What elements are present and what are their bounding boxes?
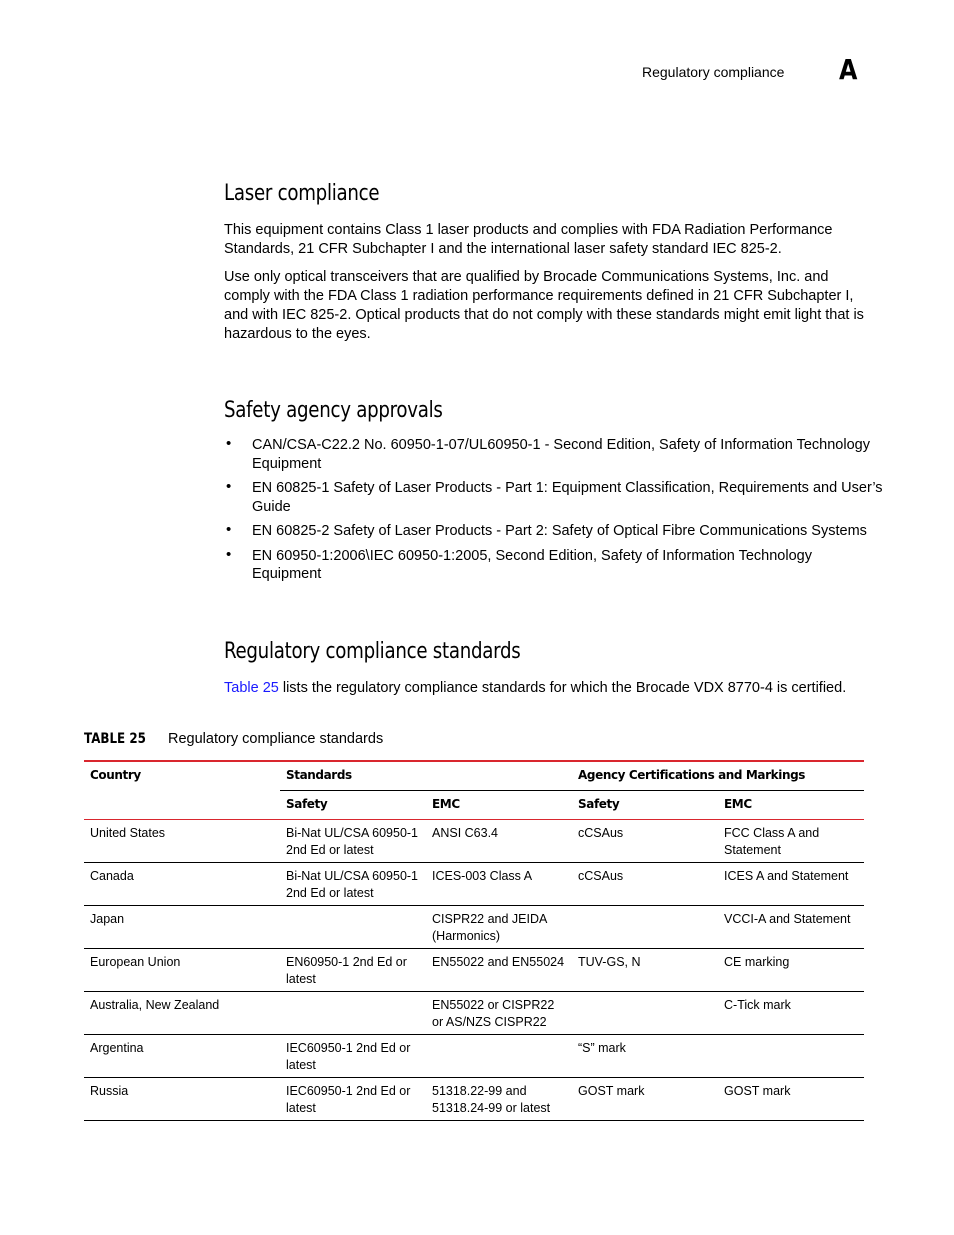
cell-safety: Bi-Nat UL/CSA 60950-1 2nd Ed or latest: [280, 863, 426, 906]
standards-intro: Table 25 lists the regulatory compliance standards for which the Brocade VDX 8770-4 is certified.: [224, 680, 847, 696]
table-row: [84, 1035, 864, 1078]
laser-compliance-heading: Laser compliance: [224, 181, 380, 206]
running-header-title: Regulatory compliance: [642, 64, 785, 80]
cell-country: Australia, New Zealand: [84, 992, 280, 1035]
cell-safety: [280, 992, 426, 1035]
header-agency-safety: Safety: [572, 791, 718, 820]
table-header-row: [84, 761, 864, 791]
cell-agency-safety: cCSAus: [572, 863, 718, 906]
cell-emc: CISPR22 and JEIDA (Harmonics): [426, 906, 572, 949]
cell-emc: 51318.22-99 and 51318.24-99 or latest: [426, 1078, 572, 1121]
cell-country: Russia: [84, 1078, 280, 1121]
cell-agency-emc: C-Tick mark: [718, 992, 864, 1035]
header-blank: [84, 791, 280, 820]
table-subheader-row: [84, 791, 864, 820]
list-item: • EN 60825-1 Safety of Laser Products - Part 1: Equipment Classification, Requirements and User’s Guide: [226, 478, 883, 515]
bullet-icon: •: [226, 478, 232, 495]
safety-approvals-heading: Safety agency approvals: [224, 398, 443, 423]
table-row: [84, 992, 864, 1035]
cell-agency-safety: “S” mark: [572, 1035, 718, 1078]
table-title: Regulatory compliance standards: [168, 731, 384, 747]
cell-country: Japan: [84, 906, 280, 949]
header-country: Country: [84, 761, 280, 791]
list-item: • EN 60825-2 Safety of Laser Products - Part 2: Safety of Optical Fibre Communications Systems: [226, 521, 867, 539]
cell-country: European Union: [84, 949, 280, 992]
cell-country: Argentina: [84, 1035, 280, 1078]
cell-safety: EN60950-1 2nd Ed or latest: [280, 949, 426, 992]
table-caption: [84, 731, 383, 747]
table-25-link[interactable]: Table 25: [224, 680, 279, 696]
table-row: [84, 820, 864, 863]
cell-country: Canada: [84, 863, 280, 906]
table-number: TABLE 25: [84, 731, 146, 747]
cell-emc: ICES-003 Class A: [426, 863, 572, 906]
table-row: [84, 906, 864, 949]
table-row: [84, 1078, 864, 1121]
cell-agency-safety: TUV-GS, N: [572, 949, 718, 992]
header-safety: Safety: [280, 791, 426, 820]
laser-paragraph-1: This equipment contains Class 1 laser products and complies with FDA Radiation Performance Standards, 21 CFR Subchapter I and the international laser safety standard IEC 825-2.: [224, 222, 833, 257]
appendix-letter: A: [839, 53, 858, 86]
bullet-icon: •: [226, 435, 232, 452]
cell-agency-emc: [718, 1035, 864, 1078]
bullet-icon: •: [226, 521, 232, 538]
cell-agency-emc: GOST mark: [718, 1078, 864, 1121]
cell-safety: [280, 906, 426, 949]
cell-emc: EN55022 and EN55024: [426, 949, 572, 992]
cell-emc: [426, 1035, 572, 1078]
header-standards: Standards: [280, 761, 572, 791]
cell-agency-safety: [572, 992, 718, 1035]
table-row: [84, 949, 864, 992]
regulatory-standards-table: [84, 760, 864, 1121]
cell-safety: IEC60950-1 2nd Ed or latest: [280, 1078, 426, 1121]
cell-country: United States: [84, 820, 280, 863]
safety-approvals-list: [224, 436, 884, 590]
list-item: • CAN/CSA-C22.2 No. 60950-1-07/UL60950-1 - Second Edition, Safety of Information Technology Equipment: [226, 435, 870, 472]
header-agency-emc: EMC: [718, 791, 864, 820]
cell-agency-emc: FCC Class A and Statement: [718, 820, 864, 863]
cell-emc: EN55022 or CISPR22 or AS/NZS CISPR22: [426, 992, 572, 1035]
cell-agency-emc: ICES A and Statement: [718, 863, 864, 906]
bullet-icon: •: [226, 545, 232, 563]
laser-paragraph-2: Use only optical transceivers that are qualified by Brocade Communications Systems, Inc. and comply with the FDA Class 1 radiation performance requirements defined in 21 CFR Subchapter I, and with IEC 825-2. Optical products that do not comply with these standards might emit light that is hazardous to the eyes.: [224, 269, 864, 342]
cell-agency-emc: CE marking: [718, 949, 864, 992]
cell-agency-safety: GOST mark: [572, 1078, 718, 1121]
header-emc: EMC: [426, 791, 572, 820]
header-agency: Agency Certifications and Markings: [572, 761, 864, 791]
cell-agency-emc: VCCI-A and Statement: [718, 906, 864, 949]
cell-agency-safety: cCSAus: [572, 820, 718, 863]
table-row: [84, 863, 864, 906]
cell-safety: IEC60950-1 2nd Ed or latest: [280, 1035, 426, 1078]
regulatory-standards-heading: Regulatory compliance standards: [224, 639, 521, 664]
cell-emc: ANSI C63.4: [426, 820, 572, 863]
list-item: • EN 60950-1:2006\IEC 60950-1:2005, Second Edition, Safety of Information Technology Equipment: [226, 545, 812, 582]
cell-agency-safety: [572, 906, 718, 949]
cell-safety: Bi-Nat UL/CSA 60950-1 2nd Ed or latest: [280, 820, 426, 863]
